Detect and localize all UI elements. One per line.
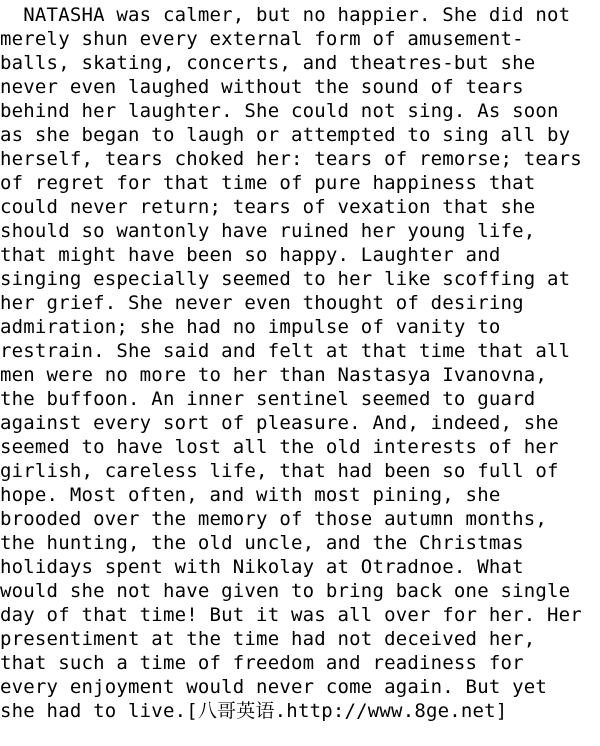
- text-line: brooded over the memory of those autumn months,: [0, 508, 548, 530]
- text-line: holidays spent with Nikolay at Otradnoe. What: [0, 556, 524, 578]
- text-line: the hunting, the old uncle, and the Christmas: [0, 532, 524, 554]
- text-line: would she not have given to bring back one single: [0, 580, 571, 602]
- text-line: herself, tears choked her: tears of remorse; tears: [0, 148, 582, 170]
- text-line: never even laughed without the sound of tears: [0, 76, 524, 98]
- text-line: every enjoyment would never come again. But yet: [0, 676, 548, 698]
- text-line: singing especially seemed to her like scoffing at: [0, 268, 571, 290]
- text-line: NATASHA was calmer, but no happier. She did not: [0, 4, 571, 26]
- text-line: that such a time of freedom and readiness for: [0, 652, 524, 674]
- text-line: balls, skating, concerts, and theatres-but she: [0, 52, 536, 74]
- text-line: of regret for that time of pure happiness that: [0, 172, 536, 194]
- text-line: restrain. She said and felt at that time that all: [0, 340, 571, 362]
- text-line: hope. Most often, and with most pining, she: [0, 484, 501, 506]
- text-line: as she began to laugh or attempted to sing all by: [0, 124, 571, 146]
- text-line: that might have been so happy. Laughter and: [0, 244, 501, 266]
- text-line: day of that time! But it was all over for her. Her: [0, 604, 582, 626]
- text-line: seemed to have lost all the old interests of her: [0, 436, 559, 458]
- text-line: against every sort of pleasure. And, indeed, she: [0, 412, 559, 434]
- text-line: merely shun every external form of amusement-: [0, 28, 524, 50]
- text-line: her grief. She never even thought of desiring: [0, 292, 524, 314]
- text-line: the buffoon. An inner sentinel seemed to guard: [0, 388, 536, 410]
- text-line: should so wantonly have ruined her young life,: [0, 220, 536, 242]
- text-line: behind her laughter. She could not sing. As soon: [0, 100, 559, 122]
- text-line: girlish, careless life, that had been so full of: [0, 460, 559, 482]
- text-line: admiration; she had no impulse of vanity to: [0, 316, 501, 338]
- document-body: [0, 3, 600, 723]
- text-line: she had to live.[八哥英语.http://www.8ge.net]: [0, 700, 508, 722]
- text-line: men were no more to her than Nastasya Ivanovna,: [0, 364, 548, 386]
- text-line: could never return; tears of vexation that she: [0, 196, 536, 218]
- text-line: presentiment at the time had not deceived her,: [0, 628, 536, 650]
